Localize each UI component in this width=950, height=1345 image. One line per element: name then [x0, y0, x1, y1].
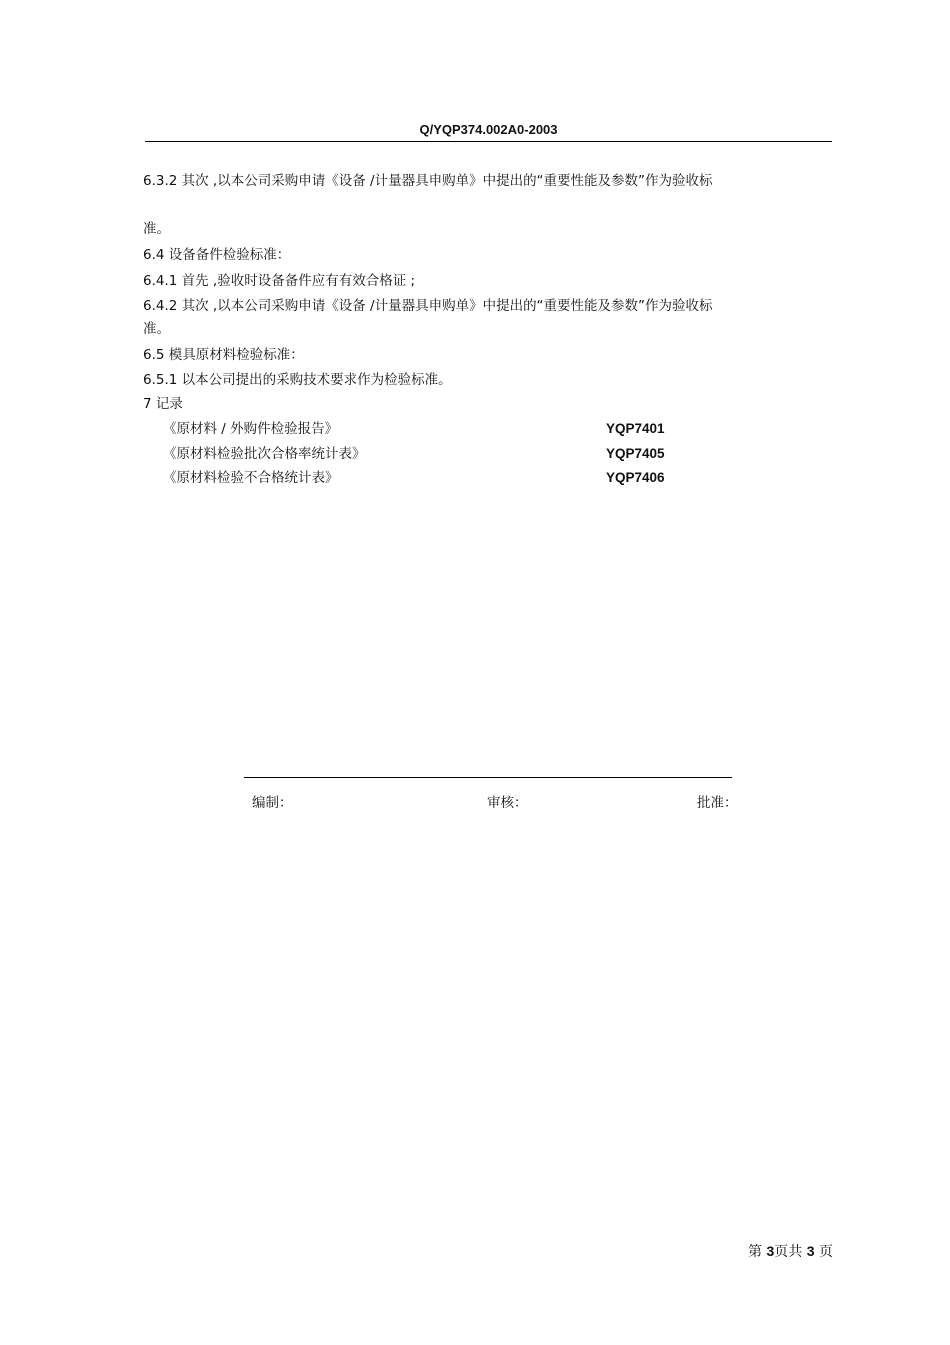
heading-7-records: 7 记录 [143, 396, 183, 412]
page-prefix: 第 [748, 1244, 762, 1260]
page-middle: 页共 [774, 1244, 803, 1260]
heading-6-4: 6.4 设备备件检验标准： [143, 247, 291, 263]
header-divider [145, 141, 832, 142]
total-pages: 3 [806, 1243, 815, 1259]
page-number [748, 1241, 833, 1261]
paragraph-6-4-2-line2: 准。 [143, 321, 170, 337]
paragraph-6-3-2-line1: 6.3.2 其次 ,以本公司采购申请《设备 /计量器具申购单》中提出的“重要性能及参数”作为验收标 [143, 173, 713, 189]
prepared-by-label: 编制： [252, 795, 293, 811]
page-suffix: 页 [818, 1244, 833, 1260]
current-page: 3 [766, 1243, 775, 1259]
record-code: YQP7405 [606, 446, 665, 461]
record-name: 《原材料检验批次合格率统计表》 [163, 446, 366, 462]
heading-6-5: 6.5 模具原材料检验标准： [143, 347, 304, 363]
record-code: YQP7401 [606, 421, 665, 436]
reviewed-by-label: 审核： [487, 795, 528, 811]
paragraph-6-5-1: 6.5.1 以本公司提出的采购技术要求作为检验标准。 [143, 372, 452, 388]
paragraph-6-4-1: 6.4.1 首先 ,验收时设备备件应有有效合格证 ; [143, 273, 416, 289]
approved-by-label: 批准： [697, 795, 738, 811]
record-name: 《原材料检验不合格统计表》 [163, 470, 339, 486]
paragraph-6-3-2-line2: 准。 [143, 221, 170, 237]
record-name: 《原材料 / 外购件检验报告》 [163, 421, 339, 437]
signature-divider [244, 777, 732, 778]
paragraph-6-4-2-line1: 6.4.2 其次 ,以本公司采购申请《设备 /计量器具申购单》中提出的“重要性能及参数”作为验收标 [143, 298, 713, 314]
document-code: Q/YQP374.002A0-2003 [419, 122, 558, 137]
record-code: YQP7406 [606, 470, 665, 485]
